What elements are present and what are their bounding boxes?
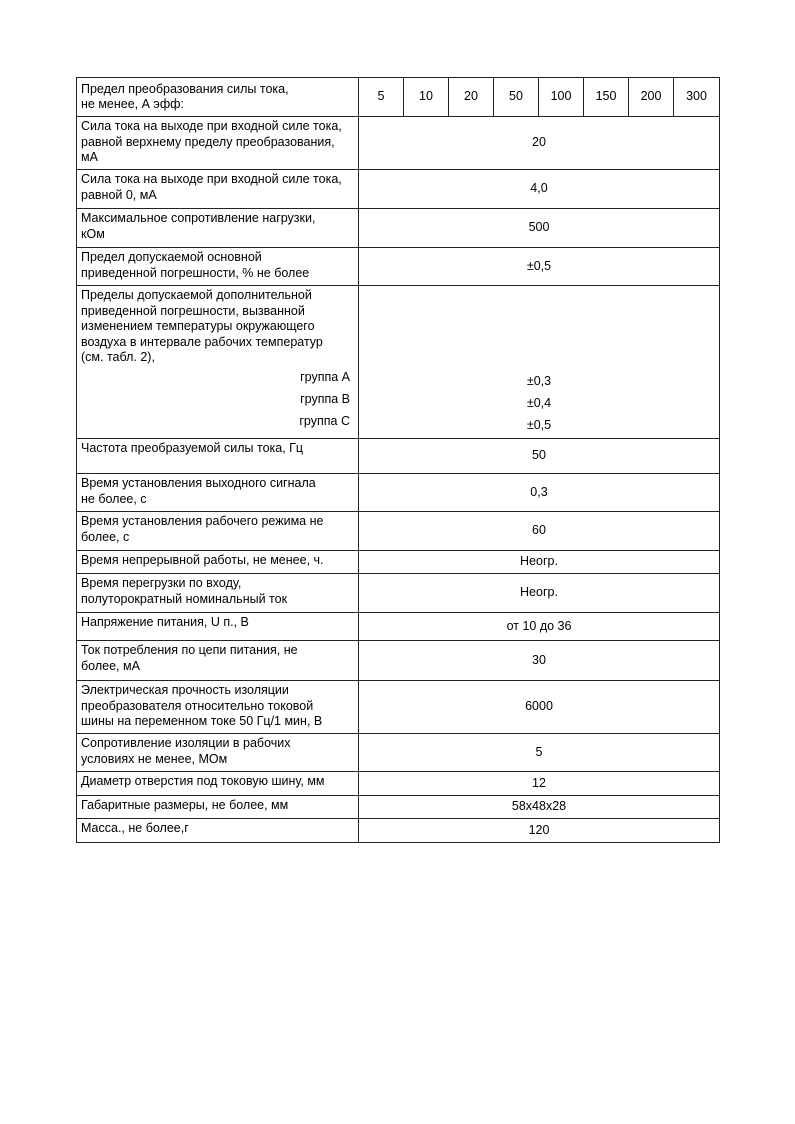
- param-line: Пределы допускаемой дополнительной: [81, 288, 312, 302]
- param-label: [77, 613, 359, 641]
- value-cell: 58х48х28: [359, 796, 720, 819]
- param-line: Сопротивление изоляции в рабочих: [81, 736, 291, 750]
- param-line: более, мА: [81, 658, 140, 673]
- group-values: [359, 286, 720, 439]
- param-label: [77, 551, 359, 574]
- range-cell: 5: [359, 78, 404, 117]
- param-line: приведенной погрешности, вызванной: [81, 303, 305, 318]
- param-label: [77, 681, 359, 734]
- group-value: ±0,5: [526, 418, 552, 432]
- group-value: ±0,3: [526, 374, 552, 388]
- table-row: [77, 772, 720, 796]
- param-line: Масса., не более,г: [81, 821, 189, 835]
- param-line: шины на переменном токе 50 Гц/1 мин, В: [81, 714, 323, 728]
- param-line: Время установления выходного сигнала: [81, 476, 316, 490]
- value-cell: 12: [359, 772, 720, 796]
- value-cell: 0,3: [359, 474, 720, 512]
- param-line: (см. табл. 2),: [81, 350, 155, 364]
- table-row: [77, 819, 720, 843]
- param-line: более, с: [81, 529, 130, 544]
- value-cell: 6000: [359, 681, 720, 734]
- table-row: [77, 796, 720, 819]
- value-cell: ±0,5: [359, 248, 720, 286]
- value-cell: 30: [359, 641, 720, 681]
- param-label: [77, 78, 359, 117]
- param-line: Сила тока на выходе при входной силе тока,: [81, 119, 342, 133]
- param-label: [77, 772, 359, 796]
- param-line: Диаметр отверстия под токовую шину, мм: [81, 774, 325, 788]
- value-cell: Неогр.: [359, 574, 720, 613]
- table-row: [77, 474, 720, 512]
- param-label: [77, 248, 359, 286]
- table-row: [77, 117, 720, 170]
- table-row: [77, 734, 720, 772]
- range-cell: 150: [584, 78, 629, 117]
- value-cell: 60: [359, 512, 720, 551]
- param-label: [77, 641, 359, 681]
- param-label: [77, 574, 359, 613]
- param-line: приведенной погрешности, % не более: [81, 265, 310, 280]
- range-cell: 10: [404, 78, 449, 117]
- table-row: [77, 248, 720, 286]
- param-line: Время установления рабочего режима не: [81, 514, 324, 528]
- param-line: равной 0, мА: [81, 187, 157, 202]
- value-cell: 20: [359, 117, 720, 170]
- param-line: преобразователя относительно токовой: [81, 698, 314, 713]
- param-line: мА: [81, 150, 98, 164]
- table-row: [77, 512, 720, 551]
- value-cell: 5: [359, 734, 720, 772]
- param-line: Предел допускаемой основной: [81, 250, 262, 264]
- value-cell: 4,0: [359, 170, 720, 209]
- table-row: [77, 439, 720, 474]
- param-line: Электрическая прочность изоляции: [81, 683, 289, 697]
- table-row: [77, 551, 720, 574]
- group-label: группа С: [299, 413, 350, 428]
- param-line: условиях не менее, МОм: [81, 751, 228, 766]
- range-cell: 200: [629, 78, 674, 117]
- param-label: [77, 734, 359, 772]
- table-row: [77, 170, 720, 209]
- table-row: [77, 613, 720, 641]
- param-label: [77, 796, 359, 819]
- table-row: [77, 209, 720, 248]
- param-line: Ток потребления по цепи питания, не: [81, 643, 298, 657]
- range-cell: 300: [674, 78, 720, 117]
- param-line: кОм: [81, 226, 105, 241]
- param-label: [77, 512, 359, 551]
- value-cell: от 10 до 36: [359, 613, 720, 641]
- additional-error-row: [77, 286, 720, 439]
- param-line: Габаритные размеры, не более, мм: [81, 798, 289, 812]
- value-cell: 120: [359, 819, 720, 843]
- range-cell: 20: [449, 78, 494, 117]
- table-row: [77, 681, 720, 734]
- param-label: [77, 474, 359, 512]
- param-line: Время перегрузки по входу,: [81, 576, 242, 590]
- param-label: [77, 117, 359, 170]
- range-cell: 50: [494, 78, 539, 117]
- param-label: [77, 170, 359, 209]
- value-cell: 500: [359, 209, 720, 248]
- group-label: группа А: [300, 369, 350, 384]
- param-line: Напряжение питания, U п., В: [81, 615, 249, 629]
- param-line: Максимальное сопротивление нагрузки,: [81, 211, 316, 225]
- param-label: [77, 819, 359, 843]
- param-line: Время непрерывной работы, не менее, ч.: [81, 553, 324, 567]
- header-row: [77, 78, 720, 117]
- param-line: Частота преобразуемой силы тока, Гц: [81, 441, 304, 455]
- param-line: Сила тока на выходе при входной силе тока,: [81, 172, 342, 186]
- param-line: не более, с: [81, 491, 147, 506]
- param-line: полуторократный номинальный ток: [81, 591, 288, 606]
- param-line: не менее, А эфф:: [81, 97, 184, 111]
- table-row: [77, 641, 720, 681]
- value-cell: 50: [359, 439, 720, 474]
- param-label: [77, 209, 359, 248]
- param-line: Предел преобразования силы тока,: [81, 81, 289, 96]
- param-line: равной верхнему пределу преобразования,: [81, 134, 335, 149]
- value-cell: Неогр.: [359, 551, 720, 574]
- group-label: группа В: [300, 391, 350, 406]
- table-row: [77, 574, 720, 613]
- range-cell: 100: [539, 78, 584, 117]
- specifications-table: [76, 77, 720, 843]
- param-label: [77, 286, 359, 439]
- param-line: изменением температуры окружающего: [81, 319, 315, 333]
- param-line: воздуха в интервале рабочих температур: [81, 334, 323, 349]
- group-value: ±0,4: [526, 396, 552, 410]
- param-label: [77, 439, 359, 474]
